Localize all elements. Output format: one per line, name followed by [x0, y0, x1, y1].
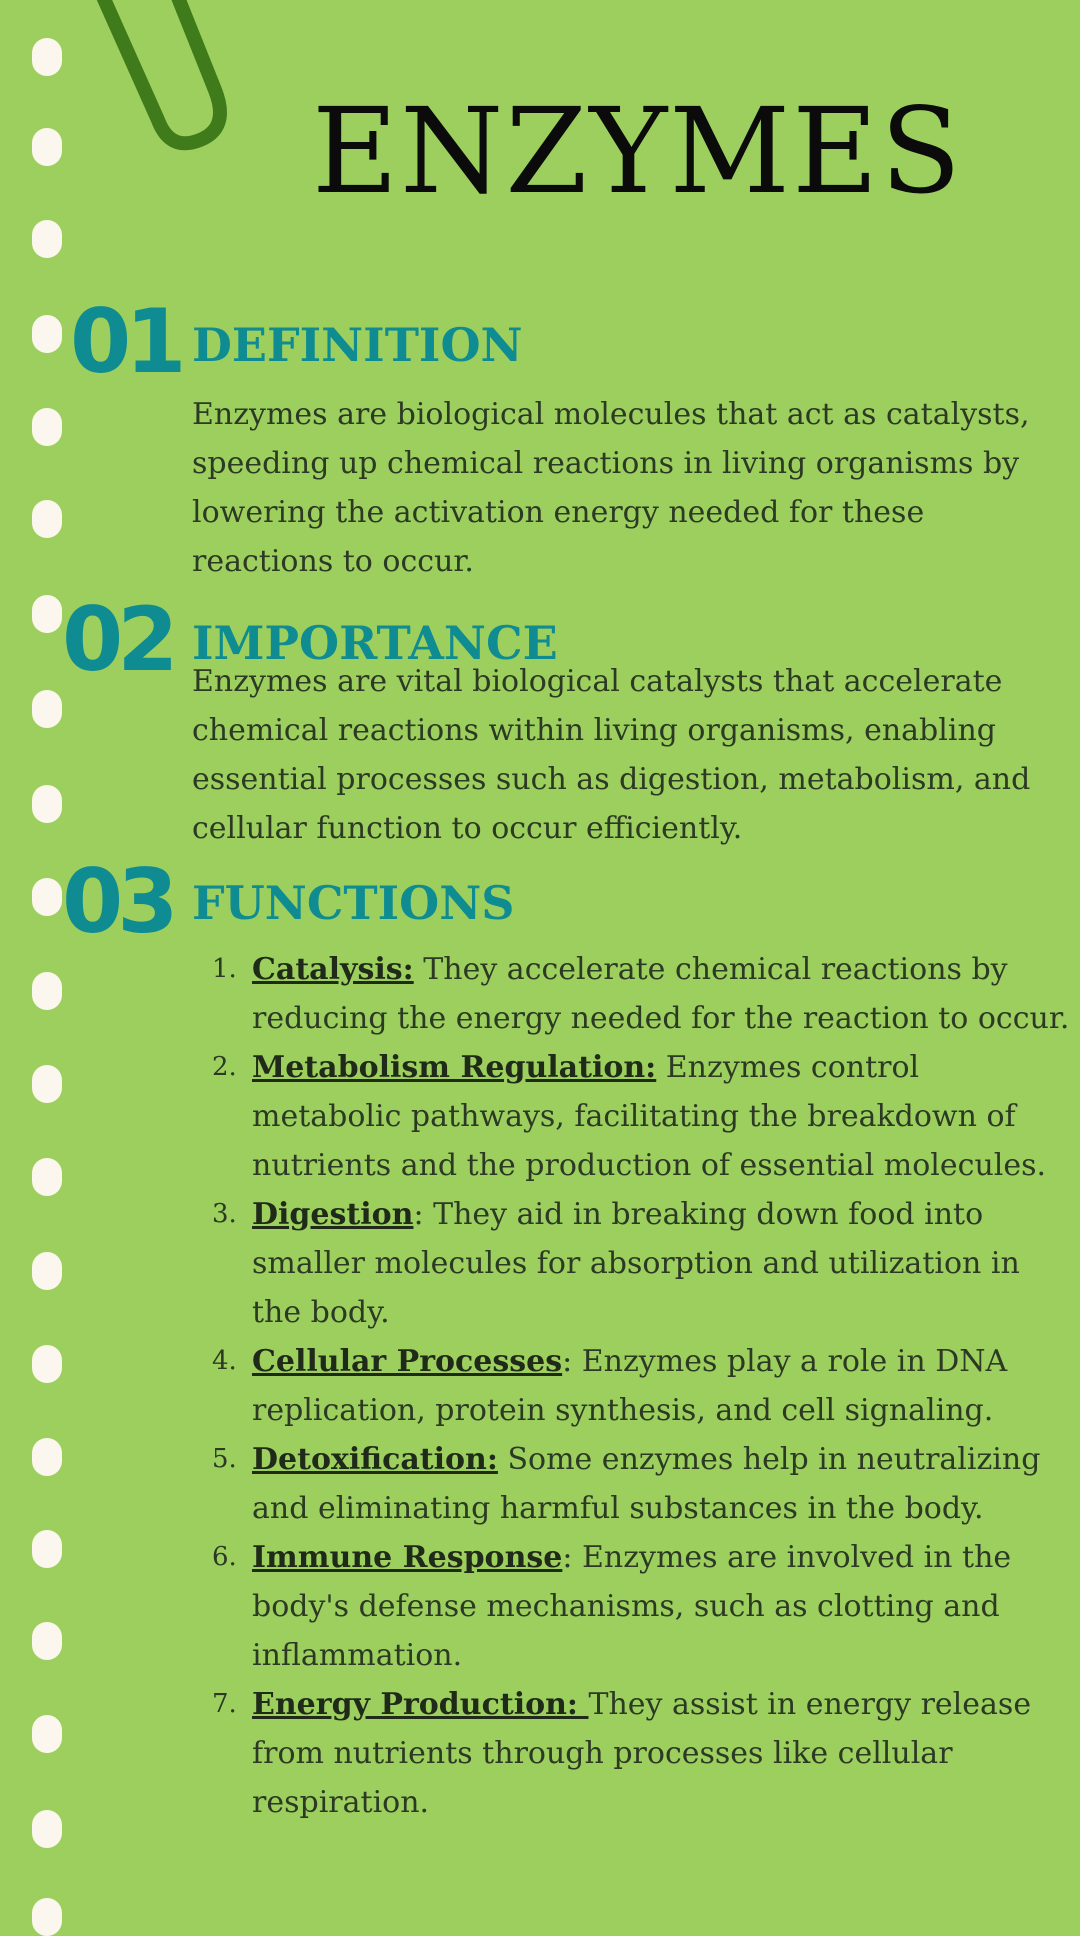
binder-hole-icon — [32, 220, 62, 258]
item-text: : They aid in breaking down food into smaller molecules for absorption and utilization in the body. — [252, 1197, 1020, 1330]
item-term: Catalysis: — [252, 952, 414, 987]
list-item — [212, 1337, 1070, 1435]
list-marker: 4. — [212, 1346, 237, 1376]
list-marker: 5. — [212, 1444, 237, 1474]
binder-hole-icon — [32, 1530, 62, 1568]
item-text: : Enzymes are involved in the body's defense mechanisms, such as clotting and inflammation. — [252, 1540, 1012, 1673]
importance-text: Enzymes are vital biological catalysts that accelerate chemical reactions within living organisms, enabling essential processes such as digestion, metabolism, and cellular function to occur efficiently. — [192, 664, 1031, 846]
functions-list — [212, 945, 1070, 1827]
list-marker: 1. — [212, 954, 237, 984]
binder-hole-icon — [32, 500, 62, 538]
item-term: Energy Production: — [252, 1687, 589, 1722]
item-text: Some enzymes help in neutralizing and eliminating harmful substances in the body. — [252, 1442, 1041, 1526]
list-item — [212, 945, 1070, 1043]
definition-text: Enzymes are biological molecules that act as catalysts, speeding up chemical reactions in living organisms by lowering the activation energy needed for these reactions to occur. — [192, 397, 1030, 579]
section-number-01: 01 — [70, 290, 181, 393]
list-item — [212, 1533, 1070, 1680]
binder-hole-icon — [32, 972, 62, 1010]
item-term: Digestion — [252, 1197, 414, 1232]
list-item — [212, 1680, 1070, 1827]
section-heading-importance: IMPORTANCE — [192, 616, 558, 670]
section-heading-functions: FUNCTIONS — [192, 876, 515, 930]
list-marker: 7. — [212, 1689, 237, 1719]
section-heading-definition: DEFINITION — [192, 318, 523, 372]
binder-hole-icon — [32, 128, 62, 166]
binder-hole-icon — [32, 785, 62, 823]
binder-hole-icon — [32, 1252, 62, 1290]
binder-hole-icon — [32, 1715, 62, 1753]
binder-hole-icon — [32, 408, 62, 446]
binder-hole-icon — [32, 1065, 62, 1103]
binder-hole-icon — [32, 1622, 62, 1660]
section-number-02: 02 — [62, 588, 173, 691]
item-text: They accelerate chemical reactions by reducing the energy needed for the reaction to occur. — [252, 952, 1070, 1036]
binder-hole-icon — [32, 878, 62, 916]
list-marker: 6. — [212, 1542, 237, 1572]
item-term: Immune Response — [252, 1540, 563, 1575]
item-term: Cellular Processes — [252, 1344, 563, 1379]
binder-hole-icon — [32, 595, 62, 633]
binder-hole-icon — [32, 315, 62, 353]
binder-holes — [32, 0, 66, 1920]
list-marker: 2. — [212, 1052, 237, 1082]
item-term: Metabolism Regulation: — [252, 1050, 657, 1085]
page-title: ENZYMES — [312, 82, 964, 220]
item-text: Enzymes control metabolic pathways, facilitating the breakdown of nutrients and the production of essential molecules. — [252, 1050, 1047, 1183]
binder-hole-icon — [32, 1158, 62, 1196]
item-term: Detoxification: — [252, 1442, 498, 1477]
section-number-03: 03 — [62, 850, 173, 953]
binder-hole-icon — [32, 1345, 62, 1383]
binder-hole-icon — [32, 690, 62, 728]
binder-hole-icon — [32, 1438, 62, 1476]
list-item — [212, 1435, 1070, 1533]
binder-hole-icon — [32, 1898, 62, 1936]
binder-hole-icon — [32, 1810, 62, 1848]
list-item — [212, 1190, 1070, 1337]
binder-hole-icon — [32, 38, 62, 76]
item-text: : Enzymes play a role in DNA replication, protein synthesis, and cell signaling. — [252, 1344, 1008, 1428]
list-item — [212, 1043, 1070, 1190]
list-marker: 3. — [212, 1199, 237, 1229]
item-text: They assist in energy release from nutrients through processes like cellular respiration. — [252, 1687, 1032, 1820]
paperclip-icon — [80, 0, 240, 180]
